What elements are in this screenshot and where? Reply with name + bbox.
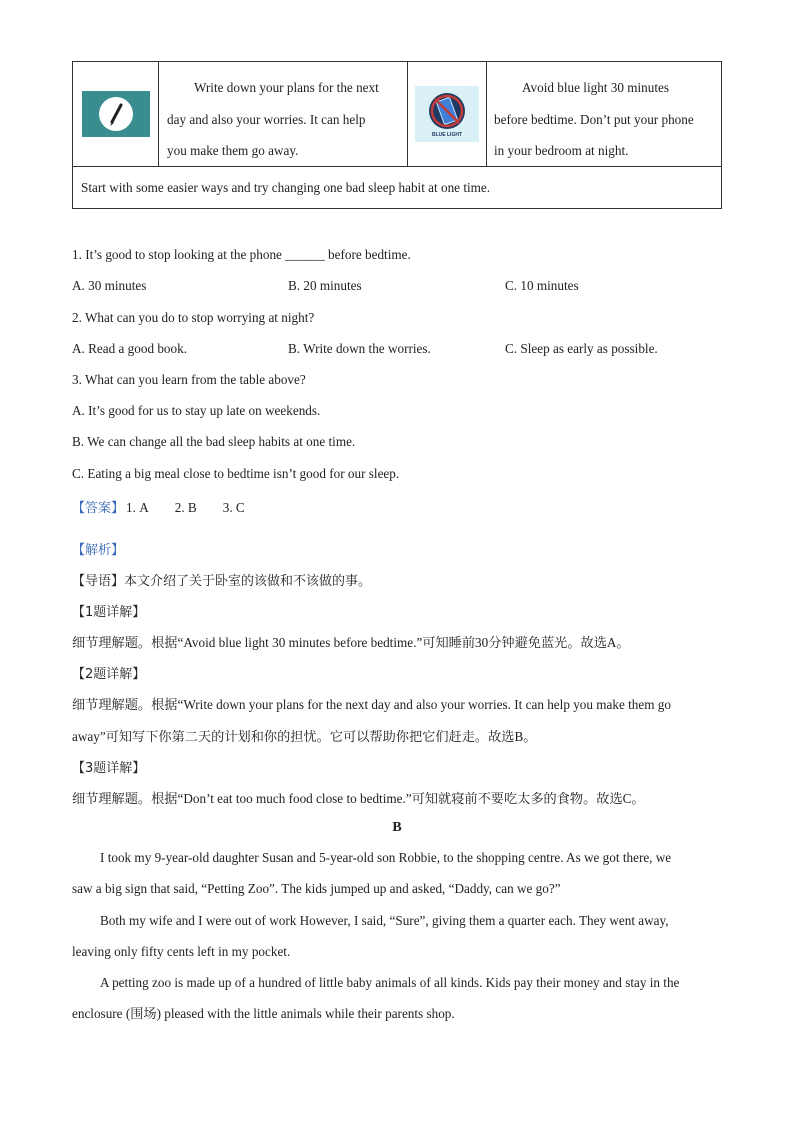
cell-line: in your bedroom at night. bbox=[494, 143, 629, 158]
question-2: 2. What can you do to stop worrying at night? bbox=[72, 310, 315, 325]
paragraph-line: A petting zoo is made up of a hundred of little baby animals of all kinds. Kids pay their money and stay in the bbox=[100, 975, 680, 990]
table-cell-icon bbox=[73, 62, 159, 166]
paragraph-line: Both my wife and I were out of work However, I said, “Sure”, giving them a quarter each. They went away, bbox=[100, 913, 669, 928]
analysis-q1-label: 【1题详解】 bbox=[72, 605, 146, 620]
question-3-option-a: A. It’s good for us to stay up late on weekends. bbox=[72, 403, 321, 418]
paragraph-line: enclosure (围场) pleased with the little animals while their parents shop. bbox=[72, 1006, 455, 1022]
paragraph-line: I took my 9-year-old daughter Susan and 5-year-old son Robbie, to the shopping centre. As we got there, we bbox=[100, 850, 672, 865]
analysis-q2-line2: away”可知写下你第二天的计划和你的担忧。它可以帮助你把它们赶走。故选B。 bbox=[72, 729, 537, 744]
question-3-option-b: B. We can change all the bad sleep habits at one time. bbox=[72, 434, 356, 449]
table-footer-text: Start with some easier ways and try changing one bad sleep habit at one time. bbox=[81, 179, 491, 195]
question-1: 1. It’s good to stop looking at the phone ______ before bedtime. bbox=[72, 247, 411, 262]
table-cell-text bbox=[159, 62, 408, 166]
paragraph-2 bbox=[72, 905, 722, 968]
question-3: 3. What can you learn from the table above? bbox=[72, 372, 306, 387]
paragraph-1 bbox=[72, 842, 722, 905]
analysis-q1-text: 细节理解题。根据“Avoid blue light 30 minutes before bedtime.”可知睡前30分钟避免蓝光。故选A。 bbox=[72, 635, 630, 650]
analysis-q2-line1: 细节理解题。根据“Write down your plans for the next day and also your worries. It can help you make them go bbox=[72, 697, 671, 712]
analysis-q2-label: 【2题详解】 bbox=[72, 667, 146, 682]
cell-line: before bedtime. Don’t put your phone bbox=[494, 111, 694, 127]
cell-line: Write down your plans for the next bbox=[194, 80, 379, 95]
analysis-guide: 【导语】本文介绍了关于卧室的该做和不该做的事。 bbox=[72, 574, 372, 589]
phone-icon-label: BLUE LIGHT bbox=[432, 131, 462, 138]
cell-line: you make them go away. bbox=[167, 143, 299, 158]
phone-icon bbox=[415, 86, 479, 142]
question-2-option-c: C. Sleep as early as possible. bbox=[505, 341, 658, 356]
question-1-option-c: C. 10 minutes bbox=[505, 278, 579, 293]
sleep-tips-table bbox=[72, 61, 722, 209]
cell-line: day and also your worries. It can help bbox=[167, 111, 366, 127]
analysis-q3-text: 细节理解题。根据“Don’t eat too much food close to bedtime.”可知就寝前不要吃太多的食物。故选C。 bbox=[72, 791, 645, 806]
answer-item: 3. C bbox=[222, 500, 245, 515]
table-footer-row bbox=[73, 167, 721, 208]
table-cell-text bbox=[487, 62, 721, 166]
analysis-label: 【解析】 bbox=[72, 543, 125, 558]
answer-item: 1. A bbox=[126, 500, 149, 515]
table-row bbox=[73, 62, 721, 167]
question-2-option-a: A. Read a good book. bbox=[72, 341, 188, 356]
question-1-option-b: B. 20 minutes bbox=[288, 278, 362, 293]
paragraph-line: leaving only fifty cents left in my pocket. bbox=[72, 944, 291, 960]
analysis-q3-label: 【3题详解】 bbox=[72, 761, 146, 776]
question-3-option-c: C. Eating a big meal close to bedtime isn’t good for our sleep. bbox=[72, 466, 400, 481]
pen-icon bbox=[82, 91, 150, 137]
table-cell-icon bbox=[408, 62, 487, 166]
question-1-option-a: A. 30 minutes bbox=[72, 278, 147, 293]
question-2-option-b: B. Write down the worries. bbox=[288, 341, 431, 356]
section-b-heading: B bbox=[392, 820, 402, 835]
cell-line: Avoid blue light 30 minutes bbox=[522, 80, 670, 95]
answer-line bbox=[72, 497, 245, 516]
answer-label: 【答案】 bbox=[72, 501, 125, 516]
answer-item: 2. B bbox=[174, 500, 197, 515]
paragraph-line: saw a big sign that said, “Petting Zoo”. The kids jumped up and asked, “Daddy, can we go?” bbox=[72, 881, 561, 897]
paragraph-3 bbox=[72, 967, 722, 1030]
